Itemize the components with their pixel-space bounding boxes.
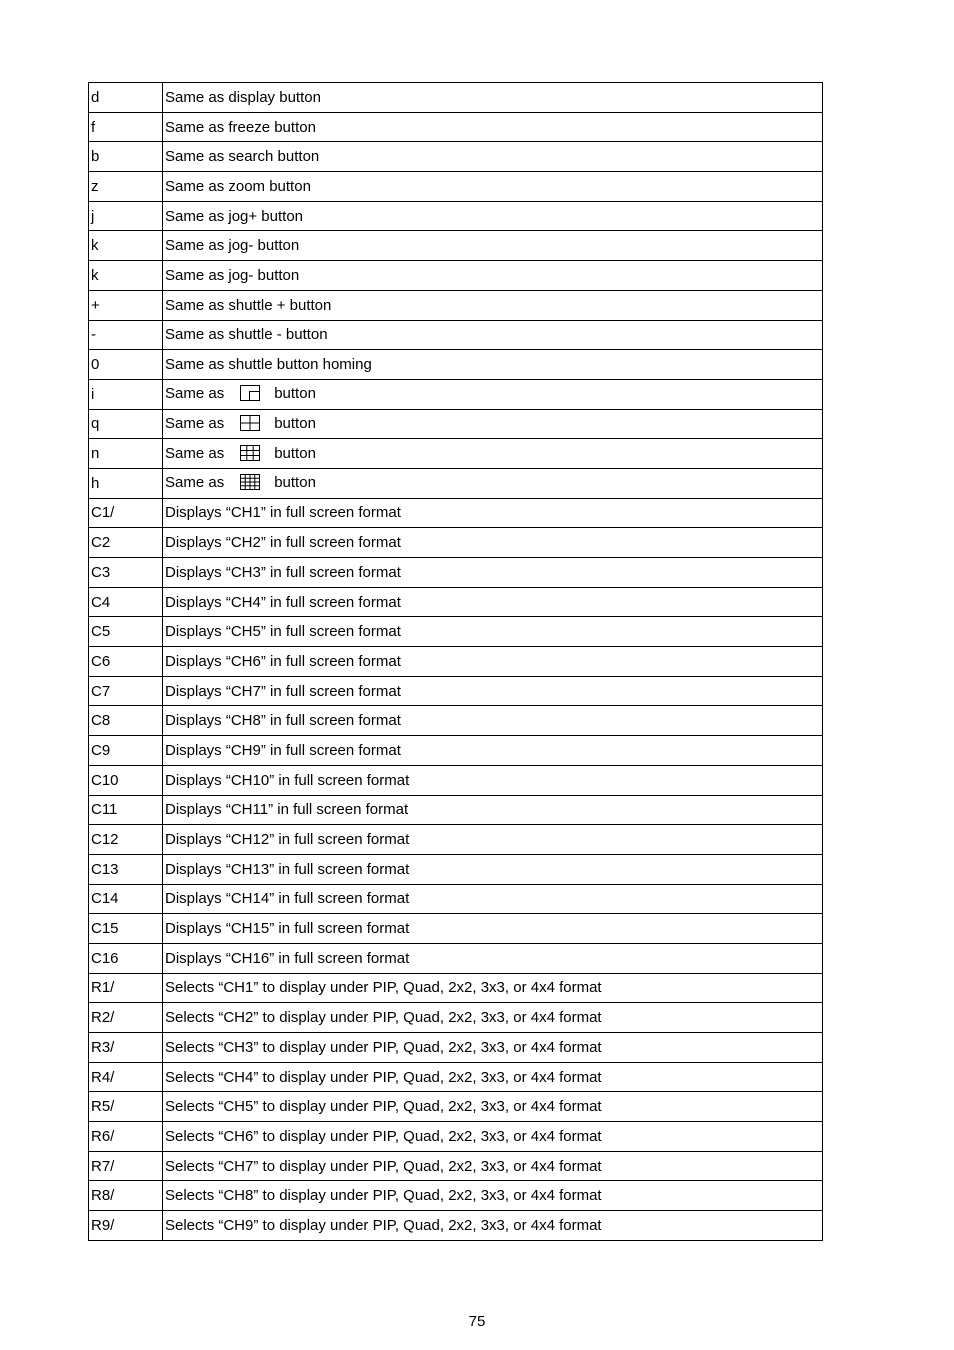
description-cell [163,468,823,498]
table-row [89,973,823,1003]
table-row [89,706,823,736]
description-cell: Selects “CH1” to display under PIP, Quad, 2x2, 3x3, or 4x4 format [163,973,823,1003]
table-row [89,1181,823,1211]
description-cell: Displays “CH8” in full screen format [163,706,823,736]
key-cell: C9 [89,736,163,766]
description-cell: Displays “CH11” in full screen format [163,795,823,825]
key-cell: d [89,83,163,113]
description-cell: Same as search button [163,142,823,172]
description-prefix: Same as [165,385,225,403]
key-cell: + [89,290,163,320]
description-suffix: button [274,444,316,462]
table-row [89,1122,823,1152]
table-row [89,1033,823,1063]
table-row [89,765,823,795]
key-cell: C2 [89,528,163,558]
table-row [89,884,823,914]
table-row [89,647,823,677]
table-row [89,350,823,380]
description-cell: Displays “CH12” in full screen format [163,825,823,855]
table-row [89,409,823,439]
description-suffix: button [274,414,316,432]
table-row [89,1211,823,1241]
description-cell: Same as jog+ button [163,201,823,231]
description-cell: Displays “CH1” in full screen format [163,498,823,528]
key-cell: R1/ [89,973,163,1003]
key-cell: C7 [89,676,163,706]
table-row [89,468,823,498]
key-cell: C3 [89,558,163,588]
table-row [89,676,823,706]
description-cell: Same as jog- button [163,261,823,291]
key-cell: i [89,379,163,409]
key-cell: j [89,201,163,231]
table-row [89,142,823,172]
key-cell: R7/ [89,1151,163,1181]
description-cell: Selects “CH7” to display under PIP, Quad, 2x2, 3x3, or 4x4 format [163,1151,823,1181]
key-cell: k [89,231,163,261]
grid-3x3-icon [240,445,260,461]
key-cell: R4/ [89,1062,163,1092]
key-cell: C8 [89,706,163,736]
key-cell: R3/ [89,1033,163,1063]
key-cell: R5/ [89,1092,163,1122]
description-cell: Selects “CH9” to display under PIP, Quad, 2x2, 3x3, or 4x4 format [163,1211,823,1241]
description-cell [163,439,823,469]
command-table-body [89,83,823,1241]
description-cell: Displays “CH6” in full screen format [163,647,823,677]
description-cell: Displays “CH13” in full screen format [163,854,823,884]
description-cell: Same as freeze button [163,112,823,142]
table-row [89,290,823,320]
key-cell: C10 [89,765,163,795]
page-number: 75 [468,1313,486,1330]
key-cell: R8/ [89,1181,163,1211]
table-row [89,439,823,469]
table-row [89,1062,823,1092]
table-row [89,498,823,528]
description-cell: Same as display button [163,83,823,113]
key-cell: 0 [89,350,163,380]
table-row [89,1003,823,1033]
table-row [89,172,823,202]
table-row [89,320,823,350]
description-cell: Selects “CH2” to display under PIP, Quad, 2x2, 3x3, or 4x4 format [163,1003,823,1033]
description-cell: Displays “CH4” in full screen format [163,587,823,617]
table-row [89,231,823,261]
description-cell: Displays “CH3” in full screen format [163,558,823,588]
description-cell: Displays “CH9” in full screen format [163,736,823,766]
table-row [89,795,823,825]
description-prefix: Same as [165,444,225,462]
table-row [89,379,823,409]
key-cell: C6 [89,647,163,677]
key-cell: b [89,142,163,172]
table-row [89,587,823,617]
key-cell: C13 [89,854,163,884]
key-cell: q [89,409,163,439]
key-cell: C16 [89,943,163,973]
key-cell: f [89,112,163,142]
key-cell: C15 [89,914,163,944]
description-cell [163,409,823,439]
description-cell: Selects “CH3” to display under PIP, Quad, 2x2, 3x3, or 4x4 format [163,1033,823,1063]
key-cell: R2/ [89,1003,163,1033]
key-cell: C4 [89,587,163,617]
command-table [88,82,823,1241]
table-row [89,854,823,884]
description-suffix: button [274,385,316,403]
table-row [89,558,823,588]
description-cell: Selects “CH8” to display under PIP, Quad, 2x2, 3x3, or 4x4 format [163,1181,823,1211]
key-cell: C5 [89,617,163,647]
pip-icon [240,385,260,401]
description-cell [163,379,823,409]
description-prefix: Same as [165,414,225,432]
key-cell: n [89,439,163,469]
description-cell: Selects “CH5” to display under PIP, Quad, 2x2, 3x3, or 4x4 format [163,1092,823,1122]
key-cell: R9/ [89,1211,163,1241]
description-cell: Selects “CH6” to display under PIP, Quad, 2x2, 3x3, or 4x4 format [163,1122,823,1152]
table-row [89,201,823,231]
key-cell: C12 [89,825,163,855]
key-cell: z [89,172,163,202]
description-cell: Displays “CH2” in full screen format [163,528,823,558]
table-row [89,943,823,973]
description-cell: Same as shuttle button homing [163,350,823,380]
key-cell: R6/ [89,1122,163,1152]
description-cell: Same as shuttle - button [163,320,823,350]
table-row [89,825,823,855]
description-prefix: Same as [165,474,225,492]
table-row [89,914,823,944]
quad-icon [240,415,260,431]
description-cell: Displays “CH7” in full screen format [163,676,823,706]
key-cell: C1/ [89,498,163,528]
description-suffix: button [274,474,316,492]
table-row [89,1151,823,1181]
table-row [89,112,823,142]
description-cell: Displays “CH15” in full screen format [163,914,823,944]
key-cell: C14 [89,884,163,914]
table-row [89,528,823,558]
description-cell: Selects “CH4” to display under PIP, Quad, 2x2, 3x3, or 4x4 format [163,1062,823,1092]
description-cell: Same as jog- button [163,231,823,261]
grid-4x4-icon [240,474,260,490]
key-cell: - [89,320,163,350]
table-row [89,736,823,766]
table-row [89,261,823,291]
description-cell: Same as zoom button [163,172,823,202]
description-cell: Displays “CH5” in full screen format [163,617,823,647]
description-cell: Same as shuttle + button [163,290,823,320]
key-cell: k [89,261,163,291]
table-row [89,1092,823,1122]
description-cell: Displays “CH16” in full screen format [163,943,823,973]
key-cell: C11 [89,795,163,825]
description-cell: Displays “CH14” in full screen format [163,884,823,914]
description-cell: Displays “CH10” in full screen format [163,765,823,795]
table-row [89,617,823,647]
table-row [89,83,823,113]
key-cell: h [89,468,163,498]
